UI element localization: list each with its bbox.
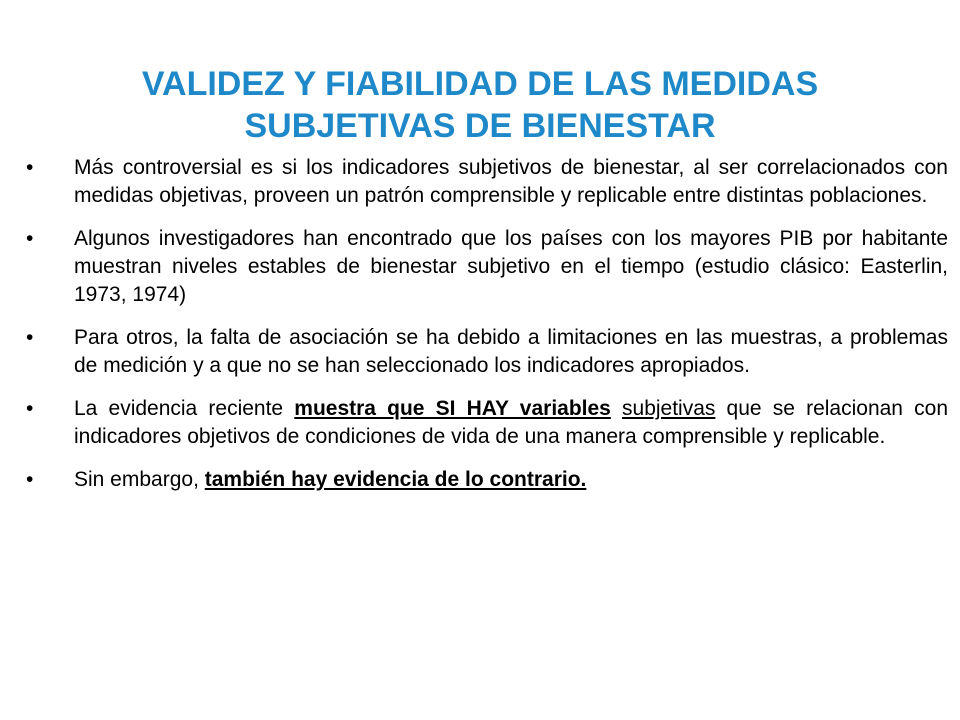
bullet-text: Algunos investigadores han encontrado que los países con los mayores PIB por habitante muestran niveles estables de bienestar subjetivo en el tiempo (estudio clásico: Easterlin, 1973, 1974): [74, 227, 948, 306]
bullet-emphasis: también hay evidencia de lo contrario.: [204, 468, 587, 491]
bullet-text: Para otros, la falta de asociación se ha debido a limitaciones en las muestras, a problemas de medición y a que no se han seleccionado los indicadores apropiados.: [74, 326, 948, 377]
slide-title: [40, 63, 920, 147]
bullet-item-others: [0, 324, 960, 380]
slide-title-line-2: SUBJETIVAS DE BIENESTAR: [244, 106, 716, 145]
bullet-emphasis: muestra que SI HAY variables: [294, 397, 611, 420]
bullet-text-space: [611, 397, 622, 420]
bullet-item-however: [0, 466, 960, 494]
bullet-text: Más controversial es si los indicadores subjetivos de bienestar, al ser correlacionados con medidas objetivas, proveen un patrón comprensible y replicable entre distintas poblaciones.: [74, 156, 948, 207]
bullet-text-suffix: que se relacionan con indicadores objetivos de condiciones de vida de una manera comprensible y replicable.: [74, 397, 948, 448]
bullet-text-prefix: Sin embargo,: [74, 468, 205, 491]
bullet-text-prefix: La evidencia reciente: [74, 397, 295, 420]
bullet-item-recent-evidence: [0, 395, 960, 451]
bullet-underlined: subjetivas: [622, 397, 716, 420]
bullet-item-researchers: [0, 225, 960, 309]
bullet-item-controversial: [0, 154, 960, 210]
bullet-list: [0, 154, 960, 509]
slide-title-line-1: VALIDEZ Y FIABILIDAD DE LAS MEDIDAS: [141, 64, 819, 103]
